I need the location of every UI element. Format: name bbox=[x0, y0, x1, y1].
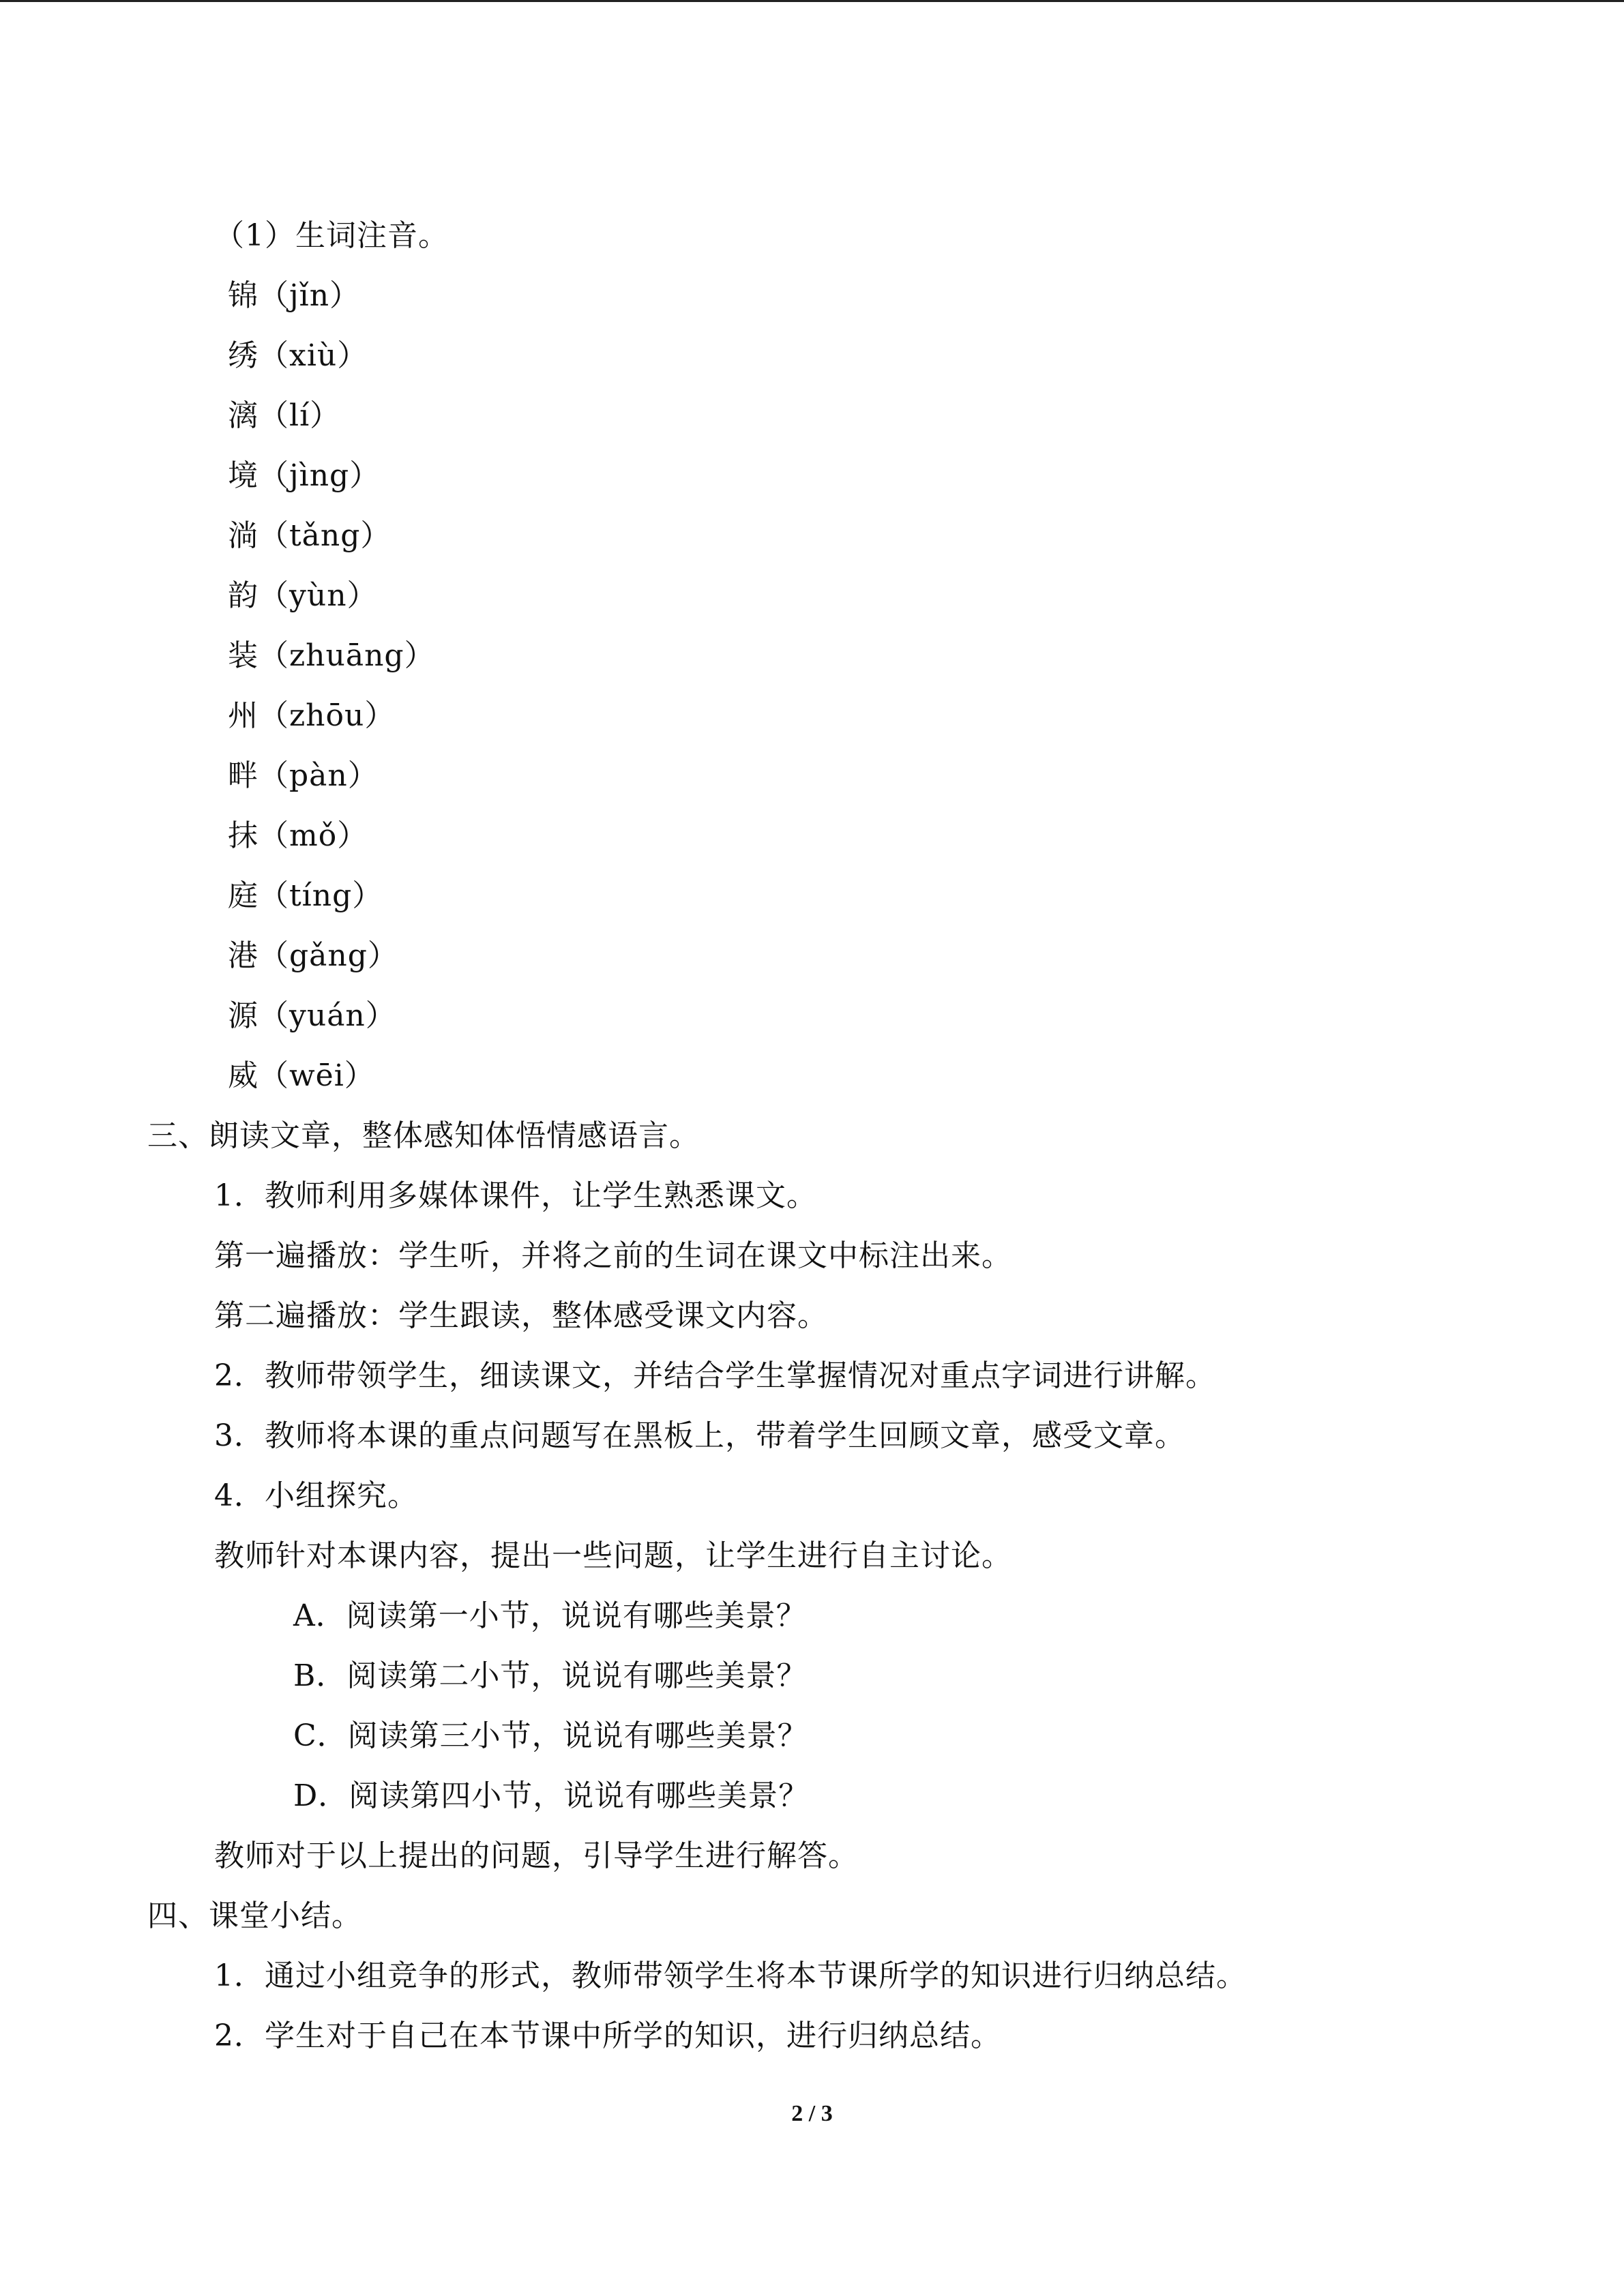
paragraph: 1．教师利用多媒体课件，让学生熟悉课文。 bbox=[214, 1178, 817, 1213]
vocab-item: 抹（mǒ） bbox=[228, 818, 368, 853]
vocab-item: 韵（yùn） bbox=[228, 578, 378, 613]
vocab-item: 漓（lí） bbox=[228, 398, 341, 433]
vocab-item: 装（zhuāng） bbox=[228, 638, 435, 673]
paragraph: 4．小组探究。 bbox=[214, 1478, 418, 1513]
paragraph: 1．通过小组竞争的形式，教师带领学生将本节课所学的知识进行归纳总结。 bbox=[214, 1958, 1247, 1993]
vocab-item: 锦（jǐn） bbox=[228, 278, 361, 313]
question-item: D．阅读第四小节，说说有哪些美景？ bbox=[293, 1778, 810, 1813]
question-item: A．阅读第一小节，说说有哪些美景？ bbox=[293, 1598, 807, 1633]
vocab-item: 境（jìng） bbox=[228, 458, 381, 493]
paragraph: 教师针对本课内容，提出一些问题，让学生进行自主讨论。 bbox=[214, 1538, 1012, 1573]
vocab-item: 淌（tǎng） bbox=[228, 518, 392, 553]
vocab-item: 威（wēi） bbox=[228, 1058, 375, 1093]
question-item: C．阅读第三小节，说说有哪些美景？ bbox=[293, 1718, 808, 1753]
vocab-heading: （1）生词注音。 bbox=[214, 218, 449, 253]
vocab-item: 畔（pàn） bbox=[228, 758, 379, 793]
paragraph: 2．学生对于自己在本节课中所学的知识，进行归纳总结。 bbox=[214, 2018, 1001, 2053]
section-heading-3: 三、朗读文章，整体感知体悟情感语言。 bbox=[147, 1118, 700, 1153]
question-item: B．阅读第二小节，说说有哪些美景？ bbox=[293, 1658, 808, 1693]
paragraph: 第一遍播放：学生听，并将之前的生词在课文中标注出来。 bbox=[214, 1238, 1012, 1273]
top-border bbox=[0, 0, 1624, 2]
vocab-item: 州（zhōu） bbox=[228, 698, 396, 733]
vocab-item: 庭（tíng） bbox=[228, 878, 383, 913]
vocab-item: 港（gǎng） bbox=[228, 938, 398, 973]
paragraph: 3．教师将本课的重点问题写在黑板上，带着学生回顾文章，感受文章。 bbox=[214, 1418, 1185, 1453]
section-heading-4: 四、课堂小结。 bbox=[147, 1898, 362, 1933]
page-number: 2 / 3 bbox=[791, 2101, 833, 2126]
paragraph: 2．教师带领学生，细读课文，并结合学生掌握情况对重点字词进行讲解。 bbox=[214, 1358, 1216, 1393]
vocab-item: 绣（xiù） bbox=[228, 338, 368, 373]
paragraph: 教师对于以上提出的问题，引导学生进行解答。 bbox=[214, 1838, 859, 1873]
paragraph: 第二遍播放：学生跟读，整体感受课文内容。 bbox=[214, 1298, 828, 1333]
vocab-item: 源（yuán） bbox=[228, 998, 396, 1033]
